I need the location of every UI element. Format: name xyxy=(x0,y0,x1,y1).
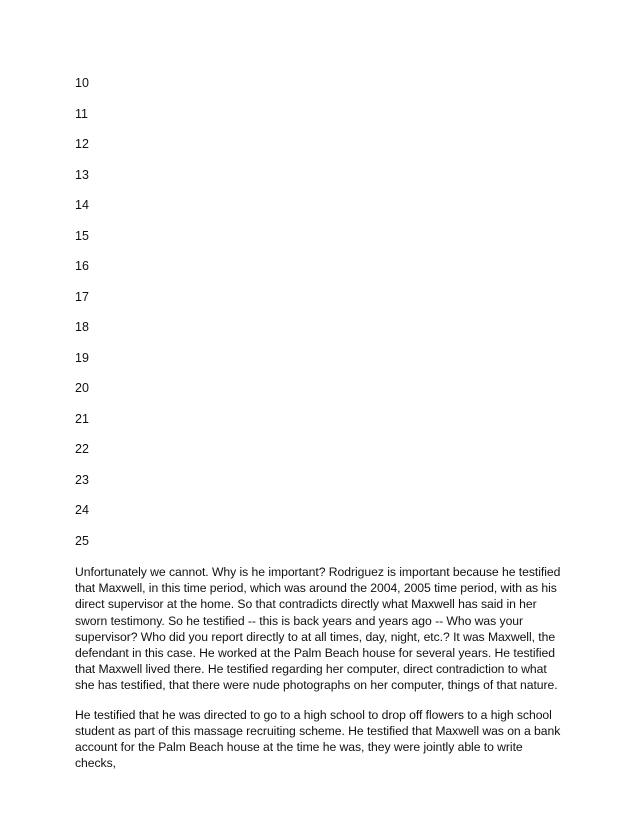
line-number: 16 xyxy=(75,259,89,273)
transcript-paragraph: Unfortunately we cannot. Why is he important? Rodriguez is important because he testified that Maxwell, in this time period, which was around the 2004, 2005 time period, with as his direct supervisor at the home. So that contradicts directly what Maxwell has said in her sworn testimony. So he testified -- this is back years and years ago -- Who was your supervisor? Who did you report directly to at all times, day, night, etc.? It was Maxwell, the defendant in this case. He worked at the Palm Beach house for several years. He testified that Maxwell lived there. He testified regarding her computer, direct contradiction to what she has testified, that there were nude photographs on her computer, things of that nature. xyxy=(75,565,561,693)
line-number-column xyxy=(75,76,89,564)
line-number: 13 xyxy=(75,167,89,182)
line-number: 19 xyxy=(75,350,89,365)
line-number: 21 xyxy=(75,411,89,426)
line-number: 25 xyxy=(75,533,89,548)
line-number: 11 xyxy=(75,106,88,121)
transcript-paragraph: He testified that he was directed to go to a high school to drop off flowers to a high school student as part of this massage recruiting scheme. He testified that Maxwell was on a bank account for the Palm Beach house at the time he was, they were jointly able to write checks, xyxy=(75,707,561,771)
line-number: 22 xyxy=(75,442,89,456)
line-number: 10 xyxy=(75,76,89,90)
line-number: 14 xyxy=(75,198,89,212)
transcript-body xyxy=(75,564,565,784)
line-number: 20 xyxy=(75,381,89,395)
line-number: 17 xyxy=(75,289,89,304)
line-number: 23 xyxy=(75,472,89,487)
line-number: 12 xyxy=(75,137,89,151)
line-number: 15 xyxy=(75,228,89,243)
line-number: 18 xyxy=(75,320,89,334)
line-number: 24 xyxy=(75,503,89,517)
